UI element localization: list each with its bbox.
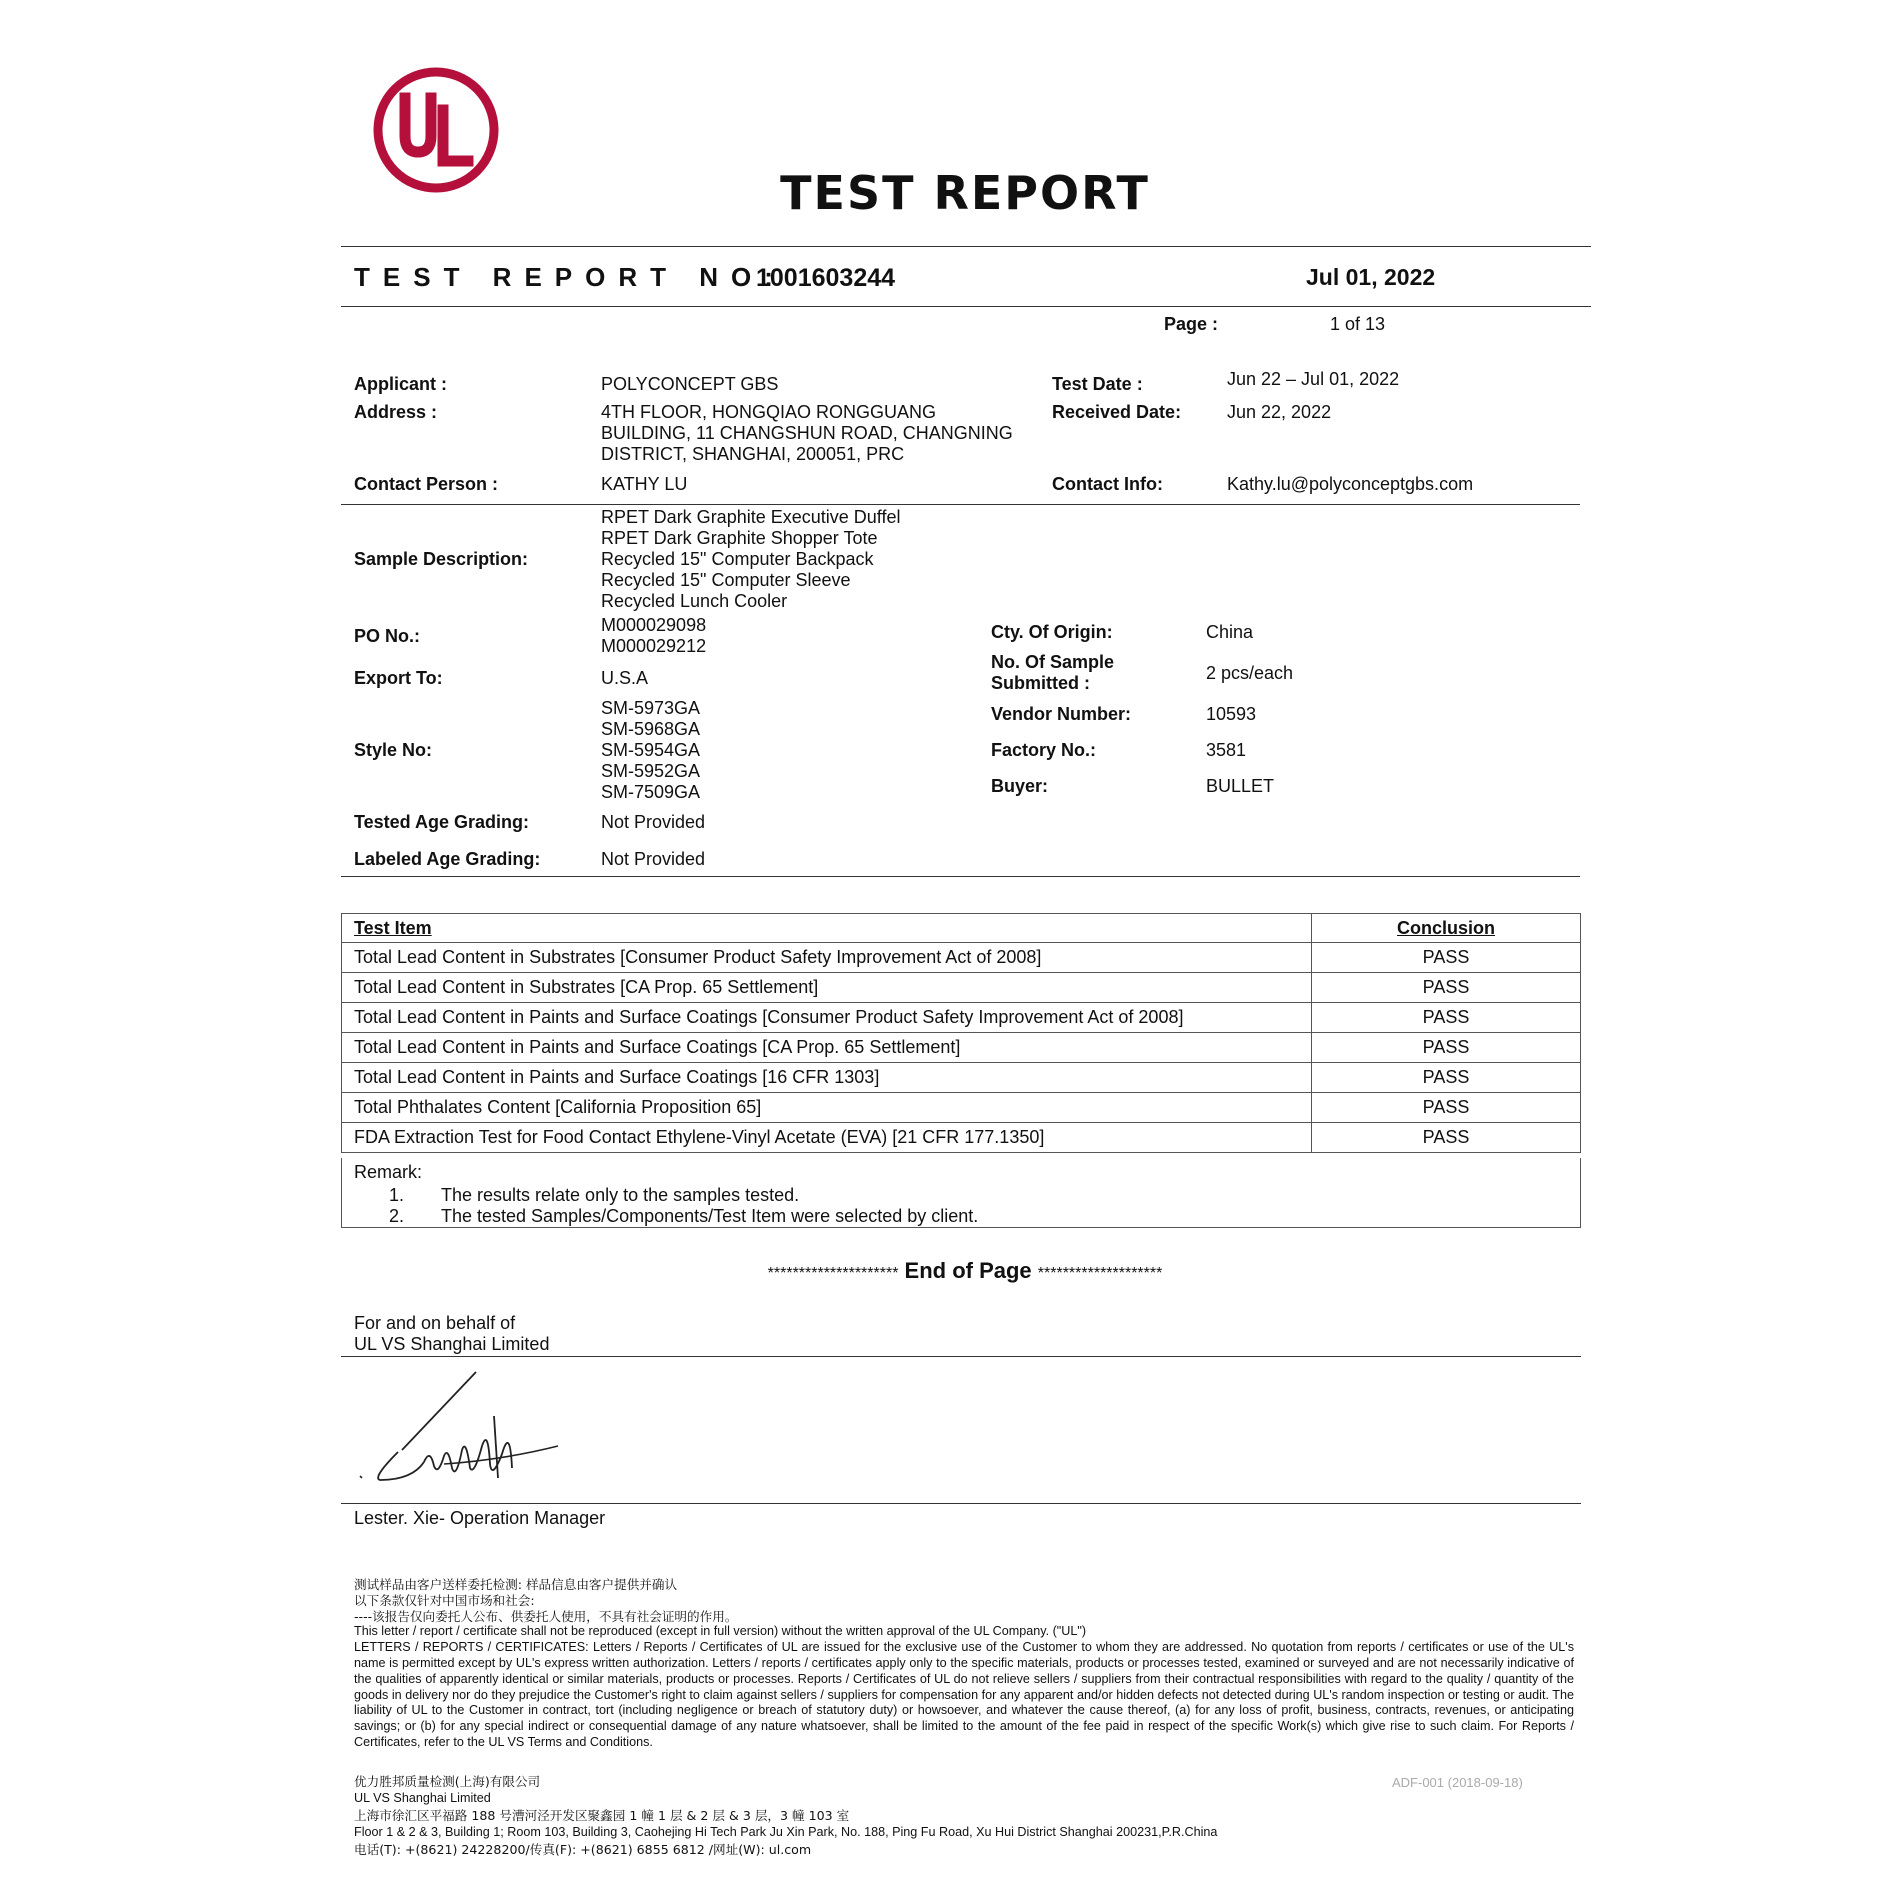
rule-report-no [341,306,1591,307]
po-list [601,615,706,657]
received-date-label: Received Date: [1052,402,1182,422]
disclaimer-cn-line: ----该报告仅向委托人公布、供委托人使用，不具有社会证明的作用。 [354,1608,738,1624]
po-number: M000029098 [601,615,707,635]
sample-item: RPET Dark Graphite Shopper Tote [601,528,878,548]
sample-item: Recycled 15" Computer Backpack [601,549,874,569]
num-sample-value: 2 pcs/each [1206,663,1294,683]
disclaimer-cn-line: 测试样品由客户送样委托检测: 样品信息由客户提供并确认 [354,1577,678,1592]
disclaimer [354,1577,1574,1751]
table-row [342,973,1581,1003]
export-label: Export To: [354,668,443,688]
disclaimer-en-line: This letter / report / certificate shall not be reproduced (except in full version) without the written approval of the UL Company. ("UL") [354,1624,1087,1639]
results-table [341,913,1581,1153]
page-label: Page : [1164,314,1219,334]
rule-top [341,246,1591,247]
table-header-row [342,914,1581,943]
tested-age-label: Tested Age Grading: [354,812,530,832]
labeled-age-label: Labeled Age Grading: [354,849,541,869]
rule-applicant [341,504,1580,505]
address-line: BUILDING, 11 CHANGSHUN ROAD, CHANGNING [601,423,1013,443]
applicant-value: POLYCONCEPT GBS [601,374,779,394]
header-test-item: Test Item [342,914,1312,943]
style-number: SM-5954GA [601,740,701,760]
footer-address-en: Floor 1 & 2 & 3, Building 1; Room 103, Building 3, Caohejing Hi Tech Park Ju Xin Park, No. 188, Ping Fu Road, Xu Hui District Shanghai 200231,P.R.China [354,1825,1218,1839]
applicant-label: Applicant : [354,374,447,394]
conclusion-cell: PASS [1312,1033,1581,1063]
stars-left: ********************* [767,1265,899,1282]
contact-info-value: Kathy.lu@polyconceptgbs.com [1227,474,1474,494]
remarks-box [341,1158,1581,1228]
contact-person-label: Contact Person : [354,474,499,494]
buyer-label: Buyer: [991,776,1049,796]
remark-list [354,1185,1568,1227]
address-line: DISTRICT, SHANGHAI, 200051, PRC [601,444,905,464]
style-number: SM-5968GA [601,719,701,739]
page-number: 1 of 13 [1330,314,1386,334]
report-number-label: TEST REPORT NO: [354,262,786,292]
vendor-value: 10593 [1206,704,1257,724]
num-sample-label: No. Of Sample Submitted : [991,652,1115,693]
conclusion-cell: PASS [1312,1093,1581,1123]
footer-contact: 电话(T): +(8621) 24228200/传真(F): +(8621) 6855 6812 /网址(W): ul.com [354,1842,812,1857]
contact-person-value: KATHY LU [601,474,688,494]
style-label: Style No: [354,740,433,760]
conclusion-cell: PASS [1312,1003,1581,1033]
sample-item: Recycled 15" Computer Sleeve [601,570,851,590]
address-value [601,402,1013,465]
conclusion-cell: PASS [1312,1063,1581,1093]
test-item-cell: Total Lead Content in Paints and Surface Coatings [16 CFR 1303] [342,1063,1312,1093]
address-line: 4TH FLOOR, HONGQIAO RONGGUANG [601,402,937,422]
test-item-cell: Total Phthalates Content [California Proposition 65] [342,1093,1312,1123]
style-number: SM-7509GA [601,782,701,802]
test-item-cell: Total Lead Content in Paints and Surface Coatings [Consumer Product Safety Improvement Act of 2008] [342,1003,1312,1033]
conclusion-cell: PASS [1312,973,1581,1003]
remark-label: Remark: [354,1162,423,1182]
end-of-page-label: End of Page [904,1258,1032,1283]
rule-signature-bottom [341,1503,1581,1504]
vendor-label: Vendor Number: [991,704,1132,724]
report-date: Jul 01, 2022 [1306,264,1436,290]
style-list [601,698,700,803]
remark-item: 2. The tested Samples/Components/Test Item were selected by client. [409,1206,1568,1227]
factory-label: Factory No.: [991,740,1097,760]
test-item-cell: Total Lead Content in Substrates [Consumer Product Safety Improvement Act of 2008] [342,943,1312,973]
sample-description-list [601,507,900,612]
origin-label: Cty. Of Origin: [991,622,1113,642]
report-number: 1001603244 [756,264,896,292]
sample-description-label: Sample Description: [354,549,529,569]
test-item-cell: Total Lead Content in Paints and Surface Coatings [CA Prop. 65 Settlement] [342,1033,1312,1063]
style-number: SM-5952GA [601,761,701,781]
behalf-text: For and on behalf of UL VS Shanghai Limited [354,1313,550,1354]
footer-address-cn: 上海市徐汇区平福路 188 号漕河泾开发区聚鑫园 1 幢 1 层 & 2 层 & 3 层，3 幢 103 室 [354,1808,850,1823]
tested-age-value: Not Provided [601,812,706,832]
buyer-value: BULLET [1206,776,1275,796]
style-number: SM-5973GA [601,698,701,718]
signature-image [352,1368,572,1488]
disclaimer-cn-line: 以下条款仅针对中国市场和社会: [354,1592,535,1608]
contact-info-label: Contact Info: [1052,474,1163,494]
test-item-cell: Total Lead Content in Substrates [CA Prop. 65 Settlement] [342,973,1312,1003]
form-code: ADF-001 (2018-09-18) [1392,1775,1523,1790]
table-row [342,1093,1581,1123]
footer-company-en: UL VS Shanghai Limited [354,1791,491,1805]
conclusion-cell: PASS [1312,1123,1581,1153]
test-date-value: Jun 22 – Jul 01, 2022 [1227,369,1400,389]
footer [354,1773,1217,1858]
po-label: PO No.: [354,626,420,646]
sample-item: RPET Dark Graphite Executive Duffel [601,507,901,527]
po-number: M000029212 [601,636,707,656]
table-row [342,1033,1581,1063]
received-date-value: Jun 22, 2022 [1227,402,1332,422]
test-item-cell: FDA Extraction Test for Food Contact Ethylene-Vinyl Acetate (EVA) [21 CFR 177.1350] [342,1123,1312,1153]
sample-item: Recycled Lunch Cooler [601,591,788,611]
rule-sample [341,876,1580,877]
origin-value: China [1206,622,1254,642]
stars-right: ******************** [1037,1265,1163,1282]
header-conclusion: Conclusion [1312,914,1581,943]
document-title: TEST REPORT [780,166,1150,220]
end-of-page [0,1258,1900,1284]
export-value: U.S.A [601,668,649,688]
conclusion-cell: PASS [1312,943,1581,973]
address-label: Address : [354,402,438,422]
rule-signature-top [341,1356,1581,1357]
remark-item: 1. The results relate only to the samples tested. [409,1185,1568,1206]
table-row [342,1123,1581,1153]
disclaimer-paragraph: LETTERS / REPORTS / CERTIFICATES: Letters / Reports / Certificates of UL are issued for the exclusive use of the Customer to whom they are addressed. No quotation from reports / certificates or use of the UL's name is permitted except by UL's express written authorization. Letters / reports / certificates apply only to the specific materials, products or processes tested, examined or surveyed and are not necessarily indicative of the qualities of apparently identical or similar materials, products or processes. Reports / Certificates of UL do not relieve sellers / suppliers from their contractual responsibilities with regard to the quality / quantity of the goods in delivery nor do they prejudice the Customer's right to claim against sellers / suppliers for compensation for any apparent and/or hidden defects not detected during UL's random inspection or testing or audit. The liability of UL to the Customer in contract, tort (including negligence or breach of statutory duty) or howsoever, and whatever the cause thereof, (a) for any loss of profit, business, contracts, revenues, or anticipating savings; or (b) for any special indirect or consequential damage of any nature whatsoever, shall be limited to the amount of the fee paid in respect of the specific Work(s) which give rise to such claim. For Reports / Certificates, refer to the UL VS Terms and Conditions. [354,1640,1574,1749]
table-row [342,1003,1581,1033]
factory-value: 3581 [1206,740,1247,760]
labeled-age-value: Not Provided [601,849,706,869]
footer-company-cn: 优力胜邦质量检测(上海)有限公司 [354,1774,541,1789]
test-date-label: Test Date : [1052,374,1143,394]
table-row [342,943,1581,973]
signer-name: Lester. Xie- Operation Manager [354,1508,606,1528]
table-row [342,1063,1581,1093]
